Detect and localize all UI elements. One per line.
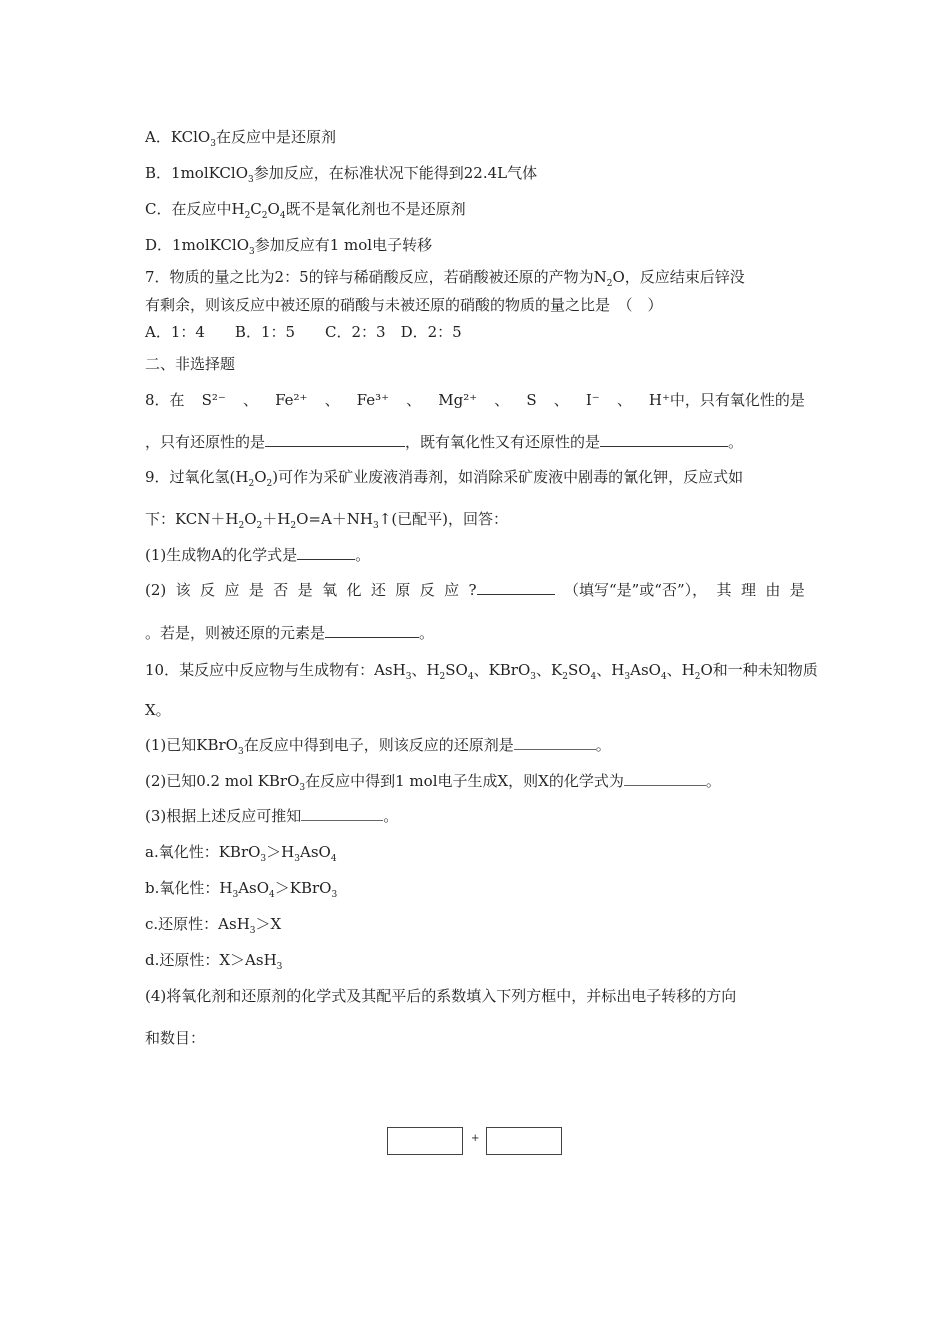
q10-text: (1)已知KBrO (145, 736, 238, 754)
question-10-line2: X。 (145, 701, 171, 719)
q9-word: （填写“是”或“否”）， (563, 581, 708, 599)
subscript: 3 (530, 672, 537, 682)
q8-ion: Mg²⁺ (438, 391, 478, 409)
answer-blank[interactable] (477, 580, 555, 595)
answer-blank[interactable] (514, 735, 596, 750)
formula-part: SO (567, 661, 591, 679)
q9-text: ↑(已配平)，回答： (378, 510, 509, 528)
subscript: 2 (261, 211, 268, 221)
plus-sign: + (471, 1133, 480, 1144)
answer-blank[interactable] (600, 432, 728, 447)
q8-tail: H⁺中，只有氧化性的是 (648, 391, 805, 409)
q10-text: O和一种未知物质 (700, 661, 818, 679)
q10-text: 10．某反应中反应物与生成物有：AsH (145, 661, 406, 679)
option-d-rest: 参加反应有1 mol电子转移 (254, 236, 433, 254)
question-10-line1 (145, 660, 818, 680)
formula-part: AsO (630, 661, 661, 679)
formula-part: 、H (666, 661, 695, 679)
q10-text: (2)已知0.2 mol KBrO (145, 772, 300, 790)
q9-word: 是 (789, 581, 805, 599)
subscript: 4 (590, 672, 597, 682)
q9-text: 。若是，则被还原的元素是 (145, 624, 326, 642)
q9-word: 由 (765, 581, 781, 599)
question-10-part4-line1: (4)将氧化剂和还原剂的化学式及其配平后的系数填入下列方框中，并标出电子转移的方向 (145, 987, 737, 1005)
q8-ion: S (526, 391, 537, 409)
subscript: 2 (606, 279, 613, 289)
q9-text: (1)生成物A的化学式是 (145, 546, 298, 564)
q8-ion: S²⁻ (201, 391, 226, 409)
q9-word: 氧 (322, 581, 338, 599)
subscript: 4 (660, 672, 667, 682)
subscript: 3 (260, 854, 267, 864)
subscript: 2 (256, 521, 263, 531)
q9-word: 是 (248, 581, 264, 599)
subscript: 2 (290, 521, 297, 531)
subscript: 3 (232, 890, 239, 900)
answer-blank[interactable] (297, 545, 355, 560)
q8-text: ，既有氧化性又有还原性的是 (405, 433, 601, 451)
subscript: 3 (299, 783, 306, 793)
formula-part: C (250, 200, 262, 218)
subscript: 2 (694, 672, 701, 682)
q9-word: 还 (370, 581, 386, 599)
q8-sep: 、 (324, 391, 340, 409)
question-10-part1 (145, 735, 611, 755)
formula-part: ＋H (262, 510, 291, 528)
q9-word-with-blank (469, 580, 555, 600)
formula-part: 、KBrO (473, 661, 531, 679)
q9-word: ? (468, 581, 477, 599)
reductant-answer-box[interactable] (486, 1127, 562, 1155)
q10-text: 。 (705, 772, 721, 790)
q9-text: 。 (419, 624, 435, 642)
q8-sep: 、 (494, 391, 510, 409)
q8-sep: 、 (553, 391, 569, 409)
option-a-rest: 在反应中是还原剂 (215, 128, 336, 146)
q8-text: ，只有还原性的是 (145, 433, 266, 451)
question-7-options: A．1：4 B．1：5 C．2：3 D．2：5 (145, 323, 462, 341)
q10-text: (3)根据上述反应可推知 (145, 807, 302, 825)
formula-part: O=A＋NH (296, 510, 374, 528)
q9-word: 其 (716, 581, 732, 599)
subscript: 2 (439, 672, 446, 682)
q9-word: (2) (145, 581, 167, 599)
q8-sep: 、 (242, 391, 258, 409)
formula-part: 、H (596, 661, 625, 679)
subscript: 4 (330, 854, 337, 864)
formula-part: ＞X (255, 915, 282, 933)
q10-text: 。 (383, 807, 399, 825)
q10-text: 在反应中得到电子，则该反应的还原剂是 (243, 736, 514, 754)
subscript: 4 (269, 890, 275, 900)
subscript: 3 (248, 175, 254, 185)
q9-word: 否 (273, 581, 289, 599)
subscript: 3 (249, 247, 255, 257)
q9-word: 化 (346, 581, 362, 599)
subscript: 3 (237, 747, 244, 757)
q9-word: 反 (419, 581, 435, 599)
question-9-part3 (145, 623, 434, 643)
q9-word: 该 (175, 581, 191, 599)
q8-token: 8．在 (145, 391, 185, 409)
formula-part: 、H (411, 661, 440, 679)
subscript: 2 (248, 479, 255, 489)
formula-part: ＞H (266, 843, 295, 861)
q8-ion: Fe²⁺ (275, 391, 308, 409)
formula-part: O (244, 510, 257, 528)
q9-word: 理 (740, 581, 756, 599)
q9-text: 9．过氧化氢(H (145, 468, 249, 486)
question-10-part3 (145, 806, 398, 826)
q9-word: 应 (224, 581, 240, 599)
question-7-line1 (145, 267, 745, 287)
answer-blank[interactable] (301, 806, 383, 821)
formula-part: O (267, 200, 280, 218)
question-10-part4-line2: 和数目： (145, 1029, 206, 1047)
choice-text: c.还原性：AsH (145, 915, 250, 933)
subscript: 3 (249, 926, 256, 936)
question-7-line2: 有剩余，则该反应中被还原的硝酸与未被还原的硝酸的物质的量之比是 （ ） (145, 296, 663, 314)
q9-text: 下：KCN＋H (145, 510, 239, 528)
question-9-part1 (145, 545, 370, 565)
choice-c (145, 914, 281, 934)
q8-sep: 、 (406, 391, 422, 409)
subscript: 3 (210, 139, 216, 149)
question-7-text-rest: O，反应结束后锌没 (612, 268, 745, 286)
subscript: 3 (331, 890, 338, 900)
option-a (145, 127, 336, 147)
subscript: 3 (294, 854, 300, 864)
formula-part: 、K (536, 661, 563, 679)
answer-blank[interactable] (265, 432, 405, 447)
q8-sep: 、 (616, 391, 632, 409)
subscript: 2 (238, 521, 245, 531)
option-c-text: C．在反应中H (145, 200, 245, 218)
q9-text: 。 (355, 546, 371, 564)
question-8-line1 (145, 390, 805, 410)
q8-text: 。 (728, 433, 744, 451)
q10-text: 在反应中得到1 mol电子生成X，则X的化学式为 (305, 772, 624, 790)
subscript: 3 (373, 521, 379, 531)
subscript: 2 (266, 479, 273, 489)
choice-b (145, 878, 337, 898)
subscript: 2 (244, 211, 251, 221)
question-10-part2 (145, 771, 721, 791)
subscript: 3 (276, 962, 283, 972)
question-7-text: 7．物质的量之比为2：5的锌与稀硝酸反应，若硝酸被还原的产物为N (145, 268, 607, 286)
subscript: 4 (467, 672, 474, 682)
formula-part: SO (445, 661, 468, 679)
formula-part: O (254, 468, 267, 486)
question-9-line2 (145, 509, 508, 529)
subscript: 2 (562, 672, 568, 682)
q10-text: 。 (595, 736, 611, 754)
formula-part: AsO (299, 843, 331, 861)
option-c (145, 199, 466, 219)
answer-blank[interactable] (325, 623, 419, 638)
choice-text: a.氧化性：KBrO (145, 843, 261, 861)
q9-text: )可作为采矿业废液消毒剂，如消除采矿废液中剧毒的氰化钾，反应式如 (272, 468, 744, 486)
oxidant-answer-box[interactable] (387, 1127, 463, 1155)
q9-word: 是 (297, 581, 313, 599)
option-b-text: B．1molKClO (145, 164, 248, 182)
section-heading: 二、非选择题 (145, 355, 236, 373)
option-d (145, 235, 432, 255)
choice-a (145, 842, 337, 862)
q9-word: 原 (395, 581, 411, 599)
q9-word: 应 (444, 581, 460, 599)
q8-ion: Fe³⁺ (356, 391, 390, 409)
answer-blank[interactable] (624, 771, 706, 786)
option-d-text: D．1molKClO (145, 236, 249, 254)
option-b (145, 163, 537, 183)
q8-ion: I⁻ (585, 391, 600, 409)
question-9-line1 (145, 467, 743, 487)
option-c-rest: 既不是氧化剂也不是还原剂 (285, 200, 466, 218)
option-b-rest: 参加反应，在标准状况下能得到22.4L气体 (253, 164, 538, 182)
q9-word: 反 (200, 581, 216, 599)
subscript: 3 (405, 672, 412, 682)
subscript: 3 (624, 672, 631, 682)
formula-part: AsO (238, 879, 270, 897)
option-a-text: A．KClO (145, 128, 211, 146)
question-9-part2 (145, 580, 805, 600)
subscript: 4 (279, 211, 286, 221)
question-8-line2 (145, 432, 743, 452)
choice-text: b.氧化性：H (145, 879, 233, 897)
choice-text: d.还原性：X＞AsH (145, 951, 277, 969)
choice-d (145, 950, 282, 970)
formula-part: ＞KBrO (274, 879, 332, 897)
